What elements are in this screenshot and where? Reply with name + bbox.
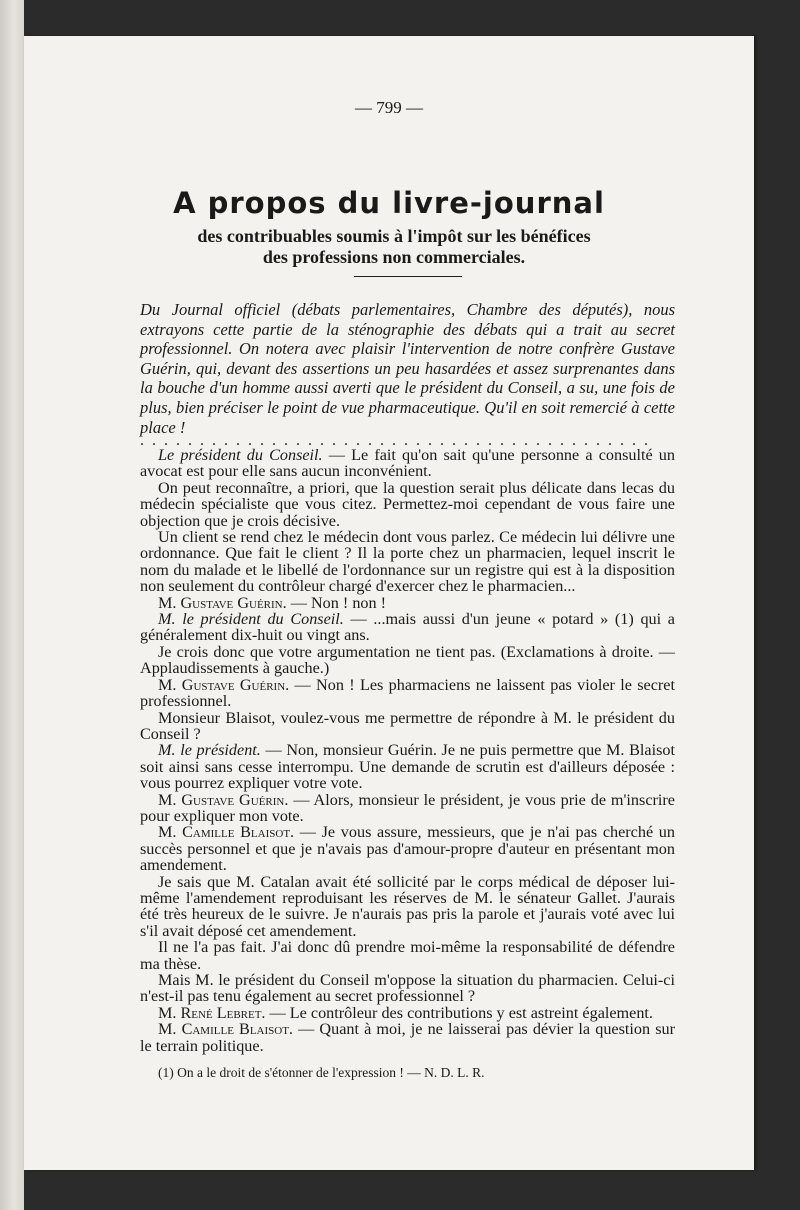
speaker: M. René Lebret. [158, 1003, 266, 1022]
subtitle-line-1: des contribuables soumis à l'impôt sur les bénéfices [197, 226, 591, 246]
speaker: M. Gustave Guérin. [158, 675, 290, 694]
paragraph: M. Camille Blaisot. — Je vous assure, messieurs, que je n'ai pas cherché un succès personnel et que je n'avais pas d'amour-propre d'auteur en présentant mon amendement. [140, 823, 675, 875]
paragraph: M. Gustave Guérin. — Non ! Les pharmaciens ne laissent pas violer le secret professionnel. [140, 675, 675, 711]
article-title: A propos du livre-journal [173, 186, 605, 220]
paragraph: M. Gustave Guérin. — Alors, monsieur le président, je vous prie de m'inscrire pour expliquer mon vote. [140, 790, 675, 825]
page-number: — 799 — [355, 98, 423, 117]
paragraph: M. Camille Blaisot. — Quant à moi, je ne laisserai pas dévier la question sur le terrain politique. [140, 1020, 675, 1055]
speaker: M. Gustave Guérin. [158, 790, 289, 809]
debate-transcript [140, 447, 675, 1054]
paragraph: Je crois donc que votre argumentation ne tient pas. (Exclamations à droite. — Applaudissements à gauche.) [140, 642, 675, 678]
subtitle-line-2: des professions non commerciales. [262, 247, 526, 267]
paragraph: Un client se rend chez le médecin dont vous parlez. Ce médecin lui délivre une ordonnance. Que fait le client ? Il la porte chez un pharmacien, lequel inscrit le nom du malade et le libellé de l'ordonnance sur un registre qui est à la disposition non seulement du contrôleur chargé d'exercer chez le pharmacien... [140, 528, 675, 596]
footnote: (1) On a le droit de s'étonner de l'expression ! — N. D. L. R. [158, 1065, 485, 1080]
paragraph: Mais M. le président du Conseil m'oppose la situation du pharmacien. Celui-ci n'est-il pas tenu également au secret professionnel ? [140, 971, 675, 1006]
speaker: M. Gustave Guérin. [158, 593, 287, 612]
document-page [24, 36, 754, 1170]
paragraph: M. René Lebret. — Le contrôleur des contributions y est astreint également. [158, 1003, 653, 1022]
speaker: M. Camille Blaisot. [158, 1020, 293, 1039]
paragraph: M. Gustave Guérin. — Non ! non ! [158, 593, 387, 612]
paragraph: Le président du Conseil. — Le fait qu'on sait qu'une personne a consulté un avocat est pour elle sans aucun inconvénient. [140, 446, 675, 481]
intro-paragraph: Du Journal officiel (débats parlementaires, Chambre des députés), nous extrayons cette partie de la sténographie des débats qui a trait au secret professionnel. On notera avec plaisir l'intervention de notre confrère Gustave Guérin, qui, devant des assertions un peu hasardées et assez surprenantes dans la bouche d'un homme aussi averti que le président du Conseil, a su, une fois de plus, bien préciser le point de vue pharmaceutique. Qu'il en soit remercié à cette place ! [140, 300, 675, 437]
paragraph: M. le président du Conseil. — ...mais aussi d'un jeune « potard » (1) qui a généralement dix-huit ou vingt ans. [140, 610, 675, 645]
paragraph: On peut reconnaître, a priori, que la question serait plus délicate dans lecas du médecin spécialiste que vous citez. Permettez-moi cependant de vous faire une objection que je crois décisive. [140, 478, 675, 530]
title-divider [354, 276, 462, 277]
paragraph: Monsieur Blaisot, voulez-vous me permettre de répondre à M. le président du Conseil ? [140, 708, 675, 743]
ellipsis-separator: ........................................... [140, 432, 656, 449]
speaker: Le président du Conseil. [158, 446, 323, 464]
speaker: M. Camille Blaisot. [158, 823, 295, 842]
paragraph: Je sais que M. Catalan avait été sollicité par le corps médical de déposer lui-même l'amendement reproduisant les réserves de M. le sénateur Gallet. J'aurais été très heureux de le suivre. Je n'aurais pas pris la parole et j'aurais voté avec lui s'il avait déposé cet amendement. [140, 872, 675, 940]
adjacent-page-edge [0, 0, 24, 1210]
speaker: M. le président du Conseil. [158, 610, 344, 629]
paragraph: M. le président. — Non, monsieur Guérin. Je ne puis permettre que M. Blaisot soit ainsi sans cesse interrompu. Une demande de scrutin est d'ailleurs déposée : vous pourrez expliquer votre vote. [140, 741, 675, 793]
paragraph: Il ne l'a pas fait. J'ai donc dû prendre moi-même la responsabilité de défendre ma thèse. [140, 938, 675, 973]
speaker: M. le président. [158, 741, 261, 760]
article-subtitle [124, 226, 664, 268]
